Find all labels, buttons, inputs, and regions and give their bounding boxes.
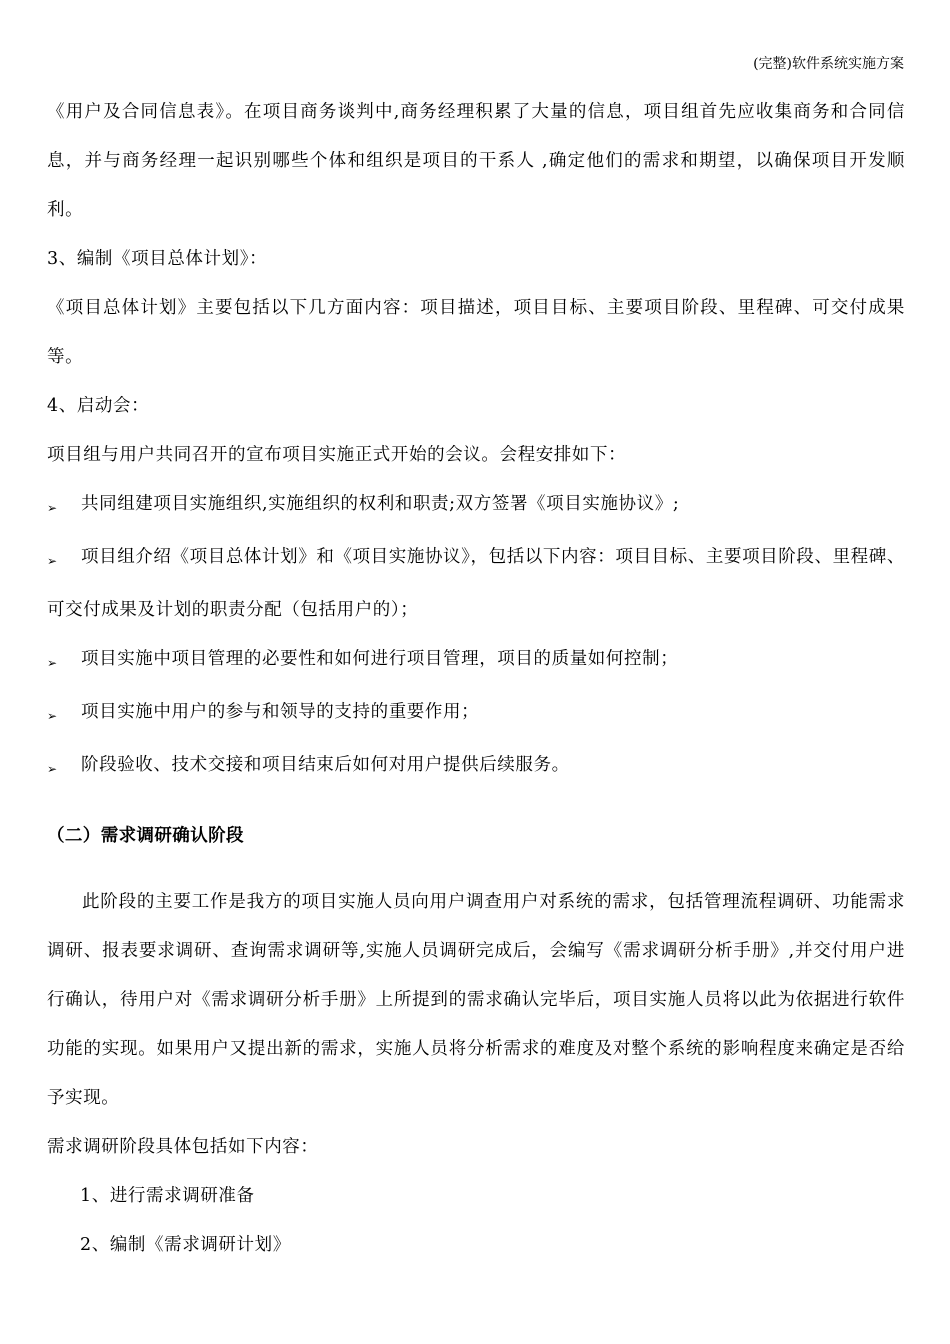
section-heading: （二）需求调研确认阶段 [47,826,244,846]
bullet-item [47,635,905,688]
bullet-item [47,533,905,635]
arrow-bullet-icon: ➢ [47,656,58,670]
section-paragraph: 此阶段的主要工作是我方的项目实施人员向用户调查用户对系统的需求，包括管理流程调研、功能需求调研、报表要求调研、查询需求调研等,实施人员调研完成后，会编写《需求调研分析手册》,并交付用户进行确认，待用户对《需求调研分析手册》上所提到的需求确认完毕后，项目实施人员将以此为依据进行软件功能的实现。如果用户又提出新的需求，实施人员将分析需求的难度及对整个系统的影响程度来确定是否给予实现。 [47,892,905,1108]
arrow-bullet-icon: ➢ [47,554,58,568]
bullet-text: 项目实施中项目管理的必要性和如何进行项目管理，项目的质量如何控制； [81,649,679,669]
bullet-list [47,480,905,794]
running-header: (完整)软件系统实施方案 [753,56,904,72]
bullet-item [47,741,905,794]
item-4-text: 项目组与用户共同召开的宣布项目实施正式开始的会议。会程安排如下： [47,445,627,465]
item-3-title: 3、编制《项目总体计划》： [47,249,268,269]
item-4-title: 4、启动会： [47,396,150,416]
step-item: 1、进行需求调研准备 [80,1186,255,1206]
document-body [47,88,905,1270]
section-list-intro: 需求调研阶段具体包括如下内容： [47,1137,319,1157]
item-3-text: 《项目总体计划》主要包括以下几方面内容：项目描述，项目目标、主要项目阶段、里程碑、可交付成果等。 [47,298,905,367]
arrow-bullet-icon: ➢ [47,762,58,776]
bullet-text: 项目组介绍《项目总体计划》和《项目实施协议》，包括以下内容：项目目标、主要项目阶段、里程碑、可交付成果及计划的职责分配（包括用户的）； [47,547,905,620]
arrow-bullet-icon: ➢ [47,709,58,723]
bullet-item [47,688,905,741]
bullet-text: 阶段验收、技术交接和项目结束后如何对用户提供后续服务。 [81,755,570,775]
bullet-text: 项目实施中用户的参与和领导的支持的重要作用； [81,702,480,722]
arrow-bullet-icon: ➢ [47,501,58,515]
step-item: 2、编制《需求调研计划》 [80,1235,291,1255]
intro-paragraph: 《用户及合同信息表》。在项目商务谈判中,商务经理积累了大量的信息，项目组首先应收集商务和合同信息，并与商务经理一起识别哪些个体和组织是项目的干系人 ,确定他们的需求和期望，以确保项目开发顺利。 [47,102,905,220]
bullet-item [47,480,905,533]
bullet-text: 共同组建项目实施组织,实施组织的权利和职责;双方签署《项目实施协议》; [81,494,680,514]
